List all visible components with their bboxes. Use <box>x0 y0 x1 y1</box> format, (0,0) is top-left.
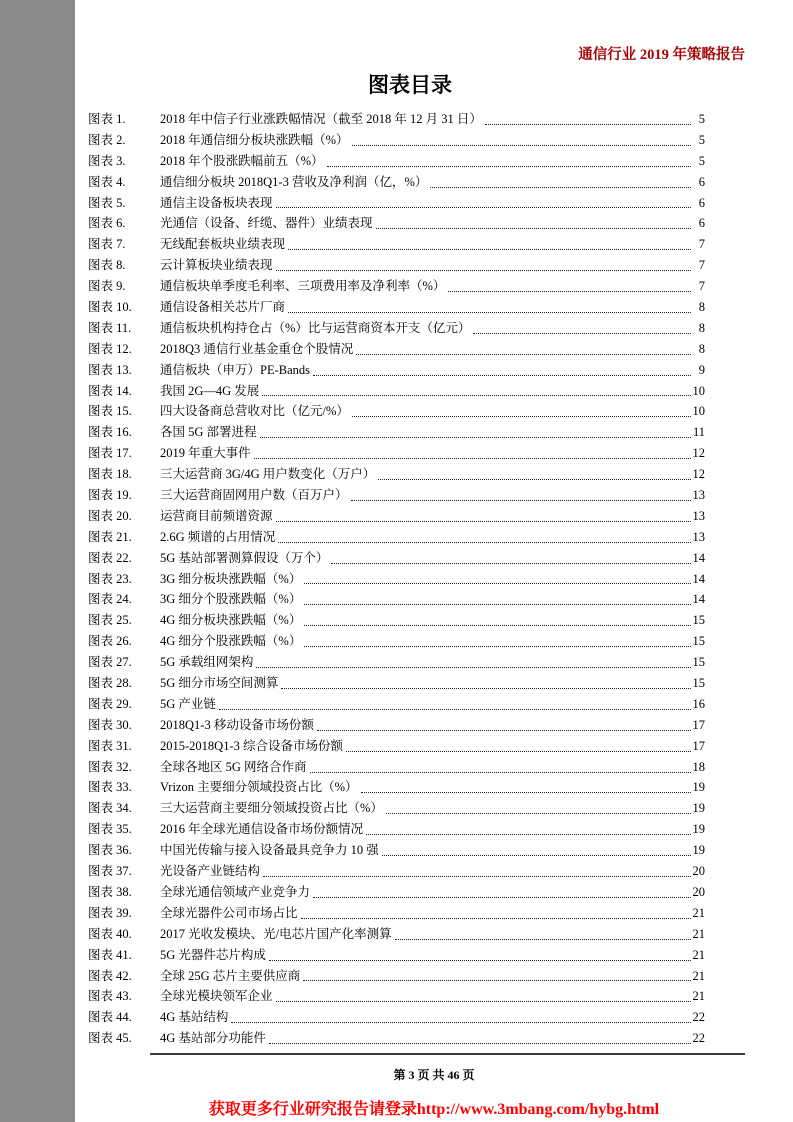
toc-entry[interactable] <box>88 548 705 569</box>
toc-dot-leader <box>473 333 691 334</box>
toc-entry[interactable] <box>88 736 705 757</box>
toc-entry-label: 图表 5. <box>88 195 126 210</box>
toc-entry-page: 13 <box>692 488 705 503</box>
toc-entry-page: 19 <box>692 801 705 816</box>
toc-entry-page: 19 <box>692 822 705 837</box>
toc-entry[interactable] <box>88 694 705 715</box>
toc-entry-page: 12 <box>692 446 705 461</box>
toc-entry-page: 21 <box>692 947 705 962</box>
toc-entry-page: 15 <box>692 676 705 691</box>
toc-entry-label: 图表 16. <box>88 425 132 440</box>
toc-entry-page: 6 <box>698 195 705 210</box>
toc-entry-title: 通信板块（申万）PE-Bands <box>160 362 311 377</box>
toc-entry-page: 8 <box>698 300 705 314</box>
toc-entry-label: 图表 34. <box>88 801 132 816</box>
toc-entry-page: 18 <box>692 759 705 774</box>
toc-entry-page: 5 <box>698 153 705 168</box>
toc-entry-title: 四大设备商总营收对比（亿元/%） <box>160 404 349 419</box>
toc-dot-leader <box>313 375 691 376</box>
toc-entry[interactable] <box>88 464 705 485</box>
toc-entry[interactable] <box>88 631 705 652</box>
toc-entry[interactable] <box>88 234 705 255</box>
toc-entry-label: 图表 45. <box>88 1031 132 1046</box>
toc-entry-page: 12 <box>692 467 705 482</box>
toc-entry-page: 6 <box>698 216 705 231</box>
toc-entry-title: 全球光通信领域产业竞争力 <box>160 884 311 899</box>
toc-entry-title: 2019 年重大事件 <box>160 446 251 461</box>
toc-entry-title: Vrizon 主要细分领域投资占比（%） <box>160 780 358 795</box>
toc-entry-title: 5G 光器件芯片构成 <box>160 947 266 962</box>
toc-entry[interactable] <box>88 381 705 402</box>
toc-dot-leader <box>448 291 691 292</box>
toc-entry-page: 20 <box>692 864 705 879</box>
toc-entry-page: 7 <box>698 237 705 252</box>
toc-entry[interactable] <box>88 339 705 360</box>
toc-entry-page: 17 <box>692 738 705 753</box>
toc-entry-title: 全球 25G 芯片主要供应商 <box>160 968 301 983</box>
toc-entry-label: 图表 38. <box>88 884 132 899</box>
toc-entry[interactable] <box>88 986 705 1007</box>
toc-dot-leader <box>304 604 690 605</box>
toc-dot-leader <box>304 625 690 626</box>
toc-entry-label: 图表 17. <box>88 446 132 461</box>
toc-entry[interactable] <box>88 360 705 381</box>
toc-dot-leader <box>430 187 691 188</box>
toc-entry-title: 2016 年全球光通信设备市场份额情况 <box>160 822 364 837</box>
toc-entry-label: 图表 10. <box>88 300 132 314</box>
toc-entry-title: 云计算板块业绩表现 <box>160 258 273 273</box>
toc-dot-leader <box>276 521 691 522</box>
toc-entry[interactable] <box>88 422 705 443</box>
toc-entry-label: 图表 32. <box>88 759 132 774</box>
toc-entry-title: 通信设备相关芯片厂商 <box>160 300 286 314</box>
toc-entry[interactable] <box>88 778 705 799</box>
toc-dot-leader <box>382 855 691 856</box>
toc-entry-title: 2018Q3 通信行业基金重仓个股情况 <box>160 341 354 356</box>
toc-entry-label: 图表 1. <box>88 111 126 126</box>
toc-list <box>88 109 705 1049</box>
toc-entry-label: 图表 3. <box>88 153 126 168</box>
toc-dot-leader <box>352 145 691 146</box>
toc-entry-title: 5G 基站部署测算假设（万个） <box>160 550 329 565</box>
toc-entry-page: 22 <box>692 1031 705 1046</box>
toc-entry-title: 5G 承载组网架构 <box>160 655 254 670</box>
toc-entry-page: 20 <box>692 884 705 899</box>
toc-entry[interactable] <box>88 569 705 590</box>
toc-entry-label: 图表 40. <box>88 926 132 941</box>
toc-entry[interactable] <box>88 172 705 193</box>
toc-entry-page: 11 <box>692 425 705 440</box>
toc-entry-title: 三大运营商固网用户数（百万户） <box>160 488 348 503</box>
toc-dot-leader <box>378 479 690 480</box>
toc-entry-title: 2018 年个股涨跌幅前五（%） <box>160 153 324 168</box>
toc-dot-leader <box>254 458 691 459</box>
toc-entry-label: 图表 20. <box>88 508 132 523</box>
toc-entry-title: 无线配套板块业绩表现 <box>160 237 286 252</box>
toc-entry-label: 图表 7. <box>88 237 126 252</box>
toc-entry-title: 5G 产业链 <box>160 696 216 711</box>
toc-entry-page: 14 <box>692 592 705 607</box>
toc-entry[interactable] <box>88 882 705 903</box>
toc-entry-label: 图表 36. <box>88 843 132 858</box>
toc-entry-label: 图表 37. <box>88 864 132 879</box>
toc-entry-page: 14 <box>692 550 705 565</box>
toc-entry[interactable] <box>88 652 705 673</box>
toc-entry-page: 13 <box>692 529 705 544</box>
toc-entry-title: 4G 细分板块涨跌幅（%） <box>160 613 302 628</box>
toc-entry-label: 图表 26. <box>88 634 132 649</box>
toc-entry[interactable] <box>88 401 705 422</box>
toc-dot-leader <box>262 395 690 396</box>
toc-dot-leader <box>304 583 690 584</box>
toc-dot-leader <box>485 124 691 125</box>
toc-entry-page: 7 <box>698 279 705 294</box>
toc-entry[interactable] <box>88 255 705 276</box>
toc-entry-page: 15 <box>692 634 705 649</box>
toc-dot-leader <box>351 500 691 501</box>
toc-entry-page: 10 <box>692 404 705 419</box>
toc-entry-title: 我国 2G—4G 发展 <box>160 383 260 398</box>
toc-dot-leader <box>303 980 690 981</box>
toc-title: 图表目录 <box>368 73 452 97</box>
toc-entry-title: 通信细分板块 2018Q1-3 营收及净利润（亿，%） <box>160 174 428 189</box>
toc-dot-leader <box>278 542 690 543</box>
toc-dot-leader <box>276 207 691 208</box>
toc-entry-title: 通信主设备板块表现 <box>160 195 273 210</box>
toc-entry[interactable] <box>88 610 705 631</box>
promo-link[interactable]: 获取更多行业研究报告请登录http://www.3mbang.com/hybg.html <box>208 1101 660 1118</box>
toc-entry-label: 图表 39. <box>88 905 132 920</box>
toc-entry[interactable] <box>88 130 705 151</box>
toc-entry-label: 图表 23. <box>88 571 132 586</box>
toc-entry-title: 2017 光收发模块、光/电芯片国产化率测算 <box>160 926 392 941</box>
toc-entry[interactable] <box>88 506 705 527</box>
toc-dot-leader <box>317 730 691 731</box>
toc-entry-page: 16 <box>692 696 705 711</box>
toc-entry-page: 19 <box>692 780 705 795</box>
toc-dot-leader <box>288 249 691 250</box>
report-header <box>75 45 793 65</box>
toc-entry[interactable] <box>88 527 705 548</box>
toc-dot-leader <box>313 897 690 898</box>
toc-entry[interactable] <box>88 966 705 987</box>
toc-dot-leader <box>219 709 691 710</box>
toc-entry[interactable] <box>88 715 705 736</box>
toc-entry-title: 4G 基站部分功能件 <box>160 1031 266 1046</box>
toc-dot-leader <box>269 960 691 961</box>
toc-dot-leader <box>301 918 691 919</box>
toc-entry-label: 图表 2. <box>88 132 126 147</box>
toc-entry-label: 图表 35. <box>88 822 132 837</box>
toc-entry-title: 5G 细分市场空间测算 <box>160 676 279 691</box>
toc-entry[interactable] <box>88 1028 705 1049</box>
toc-entry-label: 图表 42. <box>88 968 132 983</box>
toc-entry-page: 7 <box>698 258 705 273</box>
toc-entry-label: 图表 9. <box>88 279 126 294</box>
toc-entry-title: 各国 5G 部署进程 <box>160 425 257 440</box>
toc-dot-leader <box>256 667 690 668</box>
toc-entry[interactable] <box>88 443 705 464</box>
toc-entry-label: 图表 15. <box>88 404 132 419</box>
toc-entry-page: 6 <box>698 174 705 189</box>
toc-entry-title: 全球各地区 5G 网络合作商 <box>160 759 307 774</box>
toc-entry-page: 5 <box>698 132 705 147</box>
toc-entry-page: 19 <box>692 843 705 858</box>
page-left-margin <box>0 0 75 1122</box>
toc-entry-label: 图表 43. <box>88 989 132 1004</box>
toc-entry-label: 图表 14. <box>88 383 132 398</box>
toc-entry-title: 三大运营商主要细分领域投资占比（%） <box>160 801 383 816</box>
toc-entry-label: 图表 13. <box>88 362 132 377</box>
toc-entry[interactable] <box>88 485 705 506</box>
toc-entry-page: 21 <box>692 968 705 983</box>
toc-entry-title: 全球光器件公司市场占比 <box>160 905 298 920</box>
toc-entry-title: 三大运营商 3G/4G 用户数变化（万户） <box>160 467 376 482</box>
toc-entry-title: 4G 细分个股涨跌幅（%） <box>160 634 302 649</box>
toc-entry-page: 15 <box>692 613 705 628</box>
toc-entry[interactable] <box>88 589 705 610</box>
toc-entry-title: 2018 年通信细分板块涨跌幅（%） <box>160 132 349 147</box>
toc-dot-leader <box>263 876 690 877</box>
toc-entry-title: 中国光传输与接入设备最具竞争力 10 强 <box>160 843 379 858</box>
toc-entry[interactable] <box>88 297 705 318</box>
page-content <box>75 0 793 1122</box>
toc-entry-label: 图表 27. <box>88 655 132 670</box>
toc-dot-leader <box>361 792 691 793</box>
toc-entry-title: 通信板块机构持仓占（%）比与运营商资本开支（亿元） <box>160 320 471 335</box>
toc-dot-leader <box>310 772 691 773</box>
toc-entry-label: 图表 24. <box>88 592 132 607</box>
toc-entry-title: 2.6G 频谱的占用情况 <box>160 529 276 544</box>
page-number: 第 3 页 共 46 页 <box>393 1068 475 1082</box>
toc-entry-title: 2015-2018Q1-3 综合设备市场份额 <box>160 738 343 753</box>
toc-dot-leader <box>281 688 690 689</box>
toc-entry-label: 图表 41. <box>88 947 132 962</box>
toc-entry-title: 2018Q1-3 移动设备市场份额 <box>160 717 314 732</box>
toc-entry-label: 图表 28. <box>88 676 132 691</box>
toc-entry-title: 4G 基站结构 <box>160 1010 229 1025</box>
toc-entry-label: 图表 4. <box>88 174 126 189</box>
toc-entry-label: 图表 25. <box>88 613 132 628</box>
toc-entry-page: 9 <box>698 362 705 377</box>
toc-dot-leader <box>346 751 691 752</box>
toc-dot-leader <box>386 813 691 814</box>
toc-entry[interactable] <box>88 945 705 966</box>
toc-entry-page: 8 <box>698 341 705 356</box>
toc-entry-title: 2018 年中信子行业涨跌幅情况（截至 2018 年 12 月 31 日） <box>160 111 482 126</box>
toc-dot-leader <box>356 354 691 355</box>
toc-entry[interactable] <box>88 318 705 339</box>
toc-entry-label: 图表 8. <box>88 258 126 273</box>
toc-entry[interactable] <box>88 861 705 882</box>
toc-entry-title: 运营商目前频谱资源 <box>160 508 273 523</box>
toc-dot-leader <box>276 270 691 271</box>
toc-dot-leader <box>376 228 691 229</box>
toc-dot-leader <box>366 834 690 835</box>
toc-entry-page: 22 <box>692 1010 705 1025</box>
toc-entry[interactable] <box>88 798 705 819</box>
toc-entry[interactable] <box>88 840 705 861</box>
toc-entry-label: 图表 29. <box>88 696 132 711</box>
toc-entry-title: 3G 细分个股涨跌幅（%） <box>160 592 302 607</box>
toc-entry-page: 21 <box>692 926 705 941</box>
toc-entry[interactable] <box>88 109 705 130</box>
toc-entry[interactable] <box>88 924 705 945</box>
toc-entry-title: 光设备产业链结构 <box>160 864 261 879</box>
toc-dot-leader <box>331 563 690 564</box>
toc-entry-page: 15 <box>692 655 705 670</box>
toc-entry-page: 21 <box>692 989 705 1004</box>
toc-entry-label: 图表 31. <box>88 738 132 753</box>
toc-entry[interactable] <box>88 276 705 297</box>
toc-dot-leader <box>276 1001 691 1002</box>
toc-dot-leader <box>395 939 691 940</box>
toc-dot-leader <box>304 646 690 647</box>
toc-entry-title: 光通信（设备、纤缆、器件）业绩表现 <box>160 216 373 231</box>
toc-entry[interactable] <box>88 819 705 840</box>
toc-entry-page: 13 <box>692 508 705 523</box>
toc-entry-label: 图表 11. <box>88 320 132 335</box>
footer-divider <box>150 1053 745 1055</box>
toc-entry-label: 图表 22. <box>88 550 132 565</box>
toc-entry-label: 图表 33. <box>88 780 132 795</box>
toc-entry[interactable] <box>88 903 705 924</box>
toc-entry-label: 图表 19. <box>88 488 132 503</box>
toc-entry-page: 5 <box>698 111 705 126</box>
toc-entry[interactable] <box>88 757 705 778</box>
toc-entry-label: 图表 30. <box>88 717 132 732</box>
toc-dot-leader <box>352 416 691 417</box>
toc-entry[interactable] <box>88 673 705 694</box>
toc-entry[interactable] <box>88 1007 705 1028</box>
toc-dot-leader <box>260 437 691 438</box>
toc-entry-title: 通信板块单季度毛利率、三项费用率及净利率（%） <box>160 279 446 294</box>
toc-entry-label: 图表 21. <box>88 529 132 544</box>
toc-entry-page: 8 <box>698 320 705 335</box>
toc-entry-title: 全球光模块领军企业 <box>160 989 273 1004</box>
toc-dot-leader <box>231 1022 690 1023</box>
toc-entry-page: 10 <box>692 383 705 398</box>
toc-dot-leader <box>269 1043 691 1044</box>
toc-entry[interactable] <box>88 151 705 172</box>
toc-entry-label: 图表 18. <box>88 467 132 482</box>
toc-dot-leader <box>288 312 691 313</box>
toc-entry-page: 17 <box>692 717 705 732</box>
toc-dot-leader <box>327 166 691 167</box>
toc-entry-label: 图表 44. <box>88 1010 132 1025</box>
toc-entry-page: 14 <box>692 571 705 586</box>
toc-entry[interactable] <box>88 213 705 234</box>
toc-entry-page: 21 <box>692 905 705 920</box>
toc-entry-title: 3G 细分板块涨跌幅（%） <box>160 571 302 586</box>
toc-entry[interactable] <box>88 193 705 214</box>
toc-entry-label: 图表 6. <box>88 216 126 231</box>
toc-entry-label: 图表 12. <box>88 341 132 356</box>
report-title: 通信行业 2019 年策略报告 <box>578 47 745 63</box>
